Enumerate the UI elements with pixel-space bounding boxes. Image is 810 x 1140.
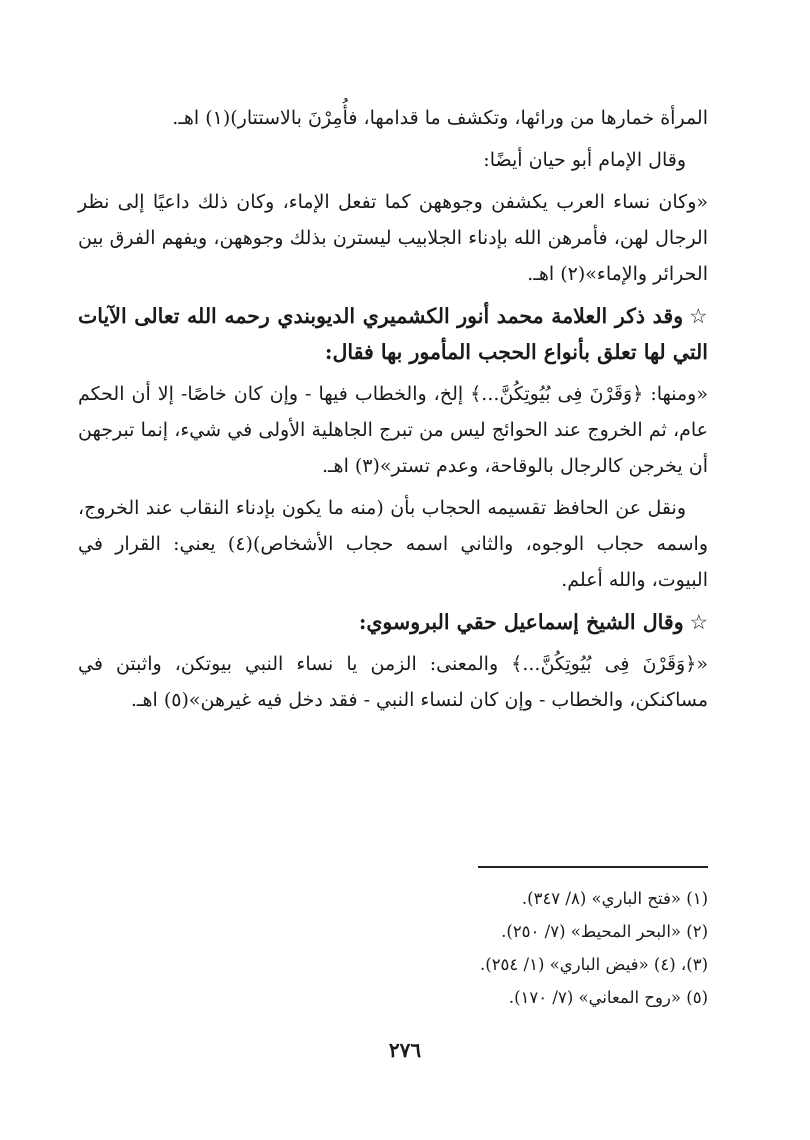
- paragraph-hafiz: ونقل عن الحافظ تقسيمه الحجاب بأن (منه ما يكون بإدناء النقاب عند الخروج، واسمه حجاب الوجوه، والثاني اسمه حجاب الأشخاص)(٤) يعني: القرار في البيوت، والله أعلم.: [78, 497, 708, 591]
- page-number: ٢٧٦: [388, 1038, 422, 1062]
- heading-kashmiri-text: وقد ذكر العلامة محمد أنور الكشميري الديوبندي رحمه الله تعالى الآيات التي لها تعلق بأنواع الحجب المأمور بها فقال:: [78, 304, 708, 364]
- paragraph-abu-hayyan-intro: وقال الإمام أبو حيان أيضًا:: [483, 149, 686, 171]
- quote-abu-hayyan: «وكان نساء العرب يكشفن وجوههن كما تفعل الإماء، وكان ذلك داعيًا إلى نظر الرجال لهن، فأمرهن الله بإدناء الجلابيب ليسترن بذلك وجوههن، ويفهم الفرق بين الحرائر والإماء»(٢) اهـ.: [78, 191, 708, 285]
- paragraph-continuation: المرأة خمارها من ورائها، وتكشف ما قدامها، فأُمِرْنَ بالاستتار)(١) اهـ.: [172, 107, 708, 129]
- footnotes: [288, 882, 708, 1014]
- page-body: [78, 100, 708, 724]
- footnote-2: (٢) «البحر المحيط» (٧/ ٢٥٠).: [501, 922, 708, 941]
- heading-kashmiri: [78, 298, 708, 370]
- heading-bursawi-text: وقال الشيخ إسماعيل حقي البروسوي:: [358, 610, 684, 634]
- footnote-1: (١) «فتح الباري» (٨/ ٣٤٧).: [521, 889, 708, 908]
- quote-bursawi: «﴿وَقَرْنَ فِى بُيُوتِكُنَّ...﴾ والمعنى: الزمن يا نساء النبي بيوتكن، واثبتن في مساكنكن، والخطاب - وإن كان لنساء النبي - فقد دخل فيه غيرهن»(٥) اهـ.: [78, 653, 708, 711]
- footnote-3-4: (٣)، (٤) «فيض الباري» (١/ ٢٥٤).: [480, 955, 708, 974]
- quote-kashmiri: «ومنها: ﴿وَقَرْنَ فِى بُيُوتِكُنَّ...﴾ إلخ، والخطاب فيها - وإن كان خاصًا- إلا أن الحكم عام، ثم الخروج عند الحوائج ليس من تبرج الجاهلية الأولى في شيء، إنما تبرجهن أن يخرجن كالرجال بالوقاحة، وعدم تستر»(٣) اهـ.: [78, 383, 708, 477]
- star-icon: ☆: [689, 610, 708, 634]
- star-icon: ☆: [689, 304, 708, 328]
- heading-bursawi: [78, 604, 708, 640]
- footnote-5: (٥) «روح المعاني» (٧/ ١٧٠).: [508, 988, 708, 1007]
- footnote-divider: [478, 866, 708, 868]
